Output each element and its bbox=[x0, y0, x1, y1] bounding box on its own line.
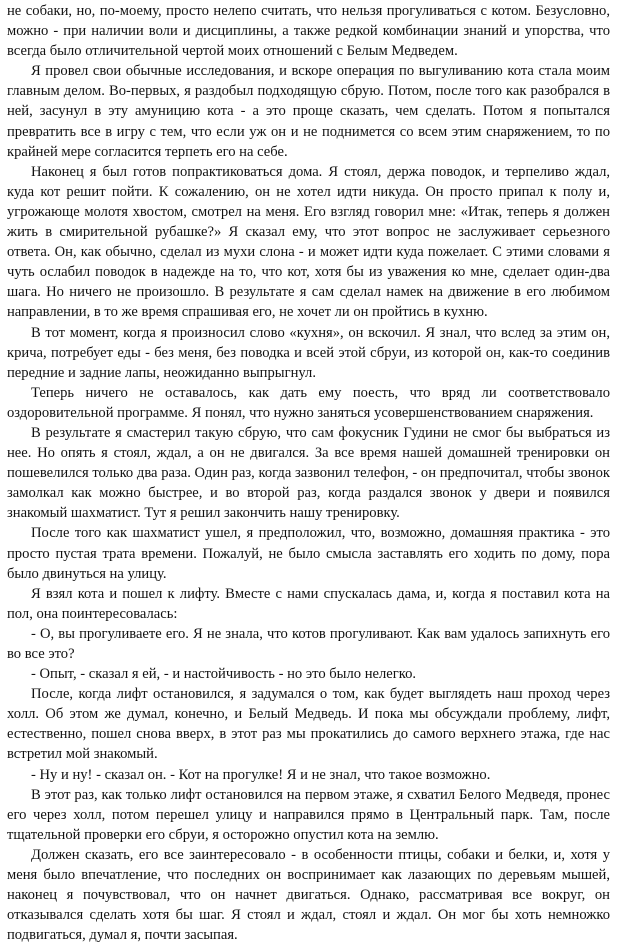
paragraph: В тот момент, когда я произносил слово «кухня», он вскочил. Я знал, что вслед за этим он, крича, потребует еды - без меня, без поводка и всей этой сбруи, из которой он, как-то соединив передние и задние лапы, неожиданно выпрыгнул. bbox=[7, 324, 610, 381]
paragraph: После того как шахматист ушел, я предположил, что, возможно, домашняя практика - это просто пустая трата времени. Пожалуй, не было смысла заставлять его ходить по дому, пора было двинуться на улицу. bbox=[7, 525, 610, 582]
dialogue-line: - О, вы прогуливаете его. Я не знала, что котов прогуливают. Как вам удалось запихнуть его во все это? bbox=[7, 625, 610, 662]
paragraph: В результате я смастерил такую сбрую, что сам фокусник Гудини не смог бы выбраться из нее. Но опять я стоял, ждал, а он не двигался. За все время нашей домашней тренировки он пошевелился только два раза. Один раз, когда зазвонил телефон, - он предпочитал, чтобы звонок замолкал как можно быстрее, и во второй раз, когда раздался звонок у двери и появился знакомый шахматист. Тут я решил закончить нашу тренировку. bbox=[7, 424, 610, 522]
paragraph: В этот раз, как только лифт остановился на первом этаже, я схватил Белого Медведя, пронес его через холл, потом перешел улицу и направился прямо в Центральный парк. Там, после тщательной проверки его сбруи, я осторожно опустил кота на землю. bbox=[7, 786, 610, 843]
dialogue-line: - Опыт, - сказал я ей, - и настойчивость - но это было нелегко. bbox=[31, 666, 417, 683]
dialogue-line: - Ну и ну! - сказал он. - Кот на прогулке! Я и не знал, что такое возможно. bbox=[31, 766, 491, 783]
paragraph-continued: не собаки, но, по-моему, просто нелепо считать, что нельзя прогуливаться с котом. Безусловно, можно - при наличии воли и дисциплины, а также редкой комбинации знаний и упорства, что всегда было отличительной чертой моих отношений с Белым Медведем. bbox=[7, 3, 610, 60]
paragraph: Я провел свои обычные исследования, и вскоре операция по выгуливанию кота стала моим главным делом. Во-первых, я раздобыл подходящую сбрую. Потом, после того как разобрался в ней, засунул в эту амуницию кота - а это проще сказать, чем сделать. Потом я попытался превратить все в игру с тем, что если уж он и не поднимется со всем этим снаряжением, то по крайней мере согласится терпеть его на себе. bbox=[7, 63, 610, 160]
paragraph: Теперь ничего не оставалось, как дать ему поесть, что вряд ли соответствовало оздоровительной программе. Я понял, что нужно заняться усовершенствованием снаряжения. bbox=[7, 384, 610, 421]
paragraph: После, когда лифт остановился, я задумался о том, как будет выглядеть наш проход через холл. Об этом же думал, конечно, и Белый Медведь. И пока мы обсуждали проблему, лифт, естественно, пошел снова вверх, в этот раз мы прокатились до самого верхнего этажа, где нас встретил мой знакомый. bbox=[7, 686, 610, 763]
paragraph: Должен сказать, его все заинтересовало - в особенности птицы, собаки и белки, и, хотя у меня было впечатление, что последних он воспринимает как лазающих по деревьям мышей, наконец я почувствовал, что он начнет двигаться. Однако, рассматривая все вокруг, он отказывался сделать хотя бы шаг. Я стоял и ждал, стоял и ждал. Он мог бы хоть немножко подвигаться, думал я, почти засыпая. bbox=[7, 846, 610, 944]
paragraph: Наконец я был готов попрактиковаться дома. Я стоял, держа поводок, и терпеливо ждал, куда кот решит пойти. К сожалению, он не хотел идти никуда. Он просто припал к полу и, угрожающе молотя хвостом, смотрел на меня. Его взгляд говорил мне: «Итак, теперь я должен жить в смирительной рубашке?» Я сказал ему, что этот вопрос не заслуживает серьезного ответа. Он, как обычно, сделал из мухи слона - и может идти куда пожелает. С этими словами я чуть ослабил поводок в надежде на то, что кот, хотя бы из уважения ко мне, сделает один-два шага. Но ничего не произошло. В результате я сам сделал намек на движение в его любимом направлении, в то же время спрашивая его, не хочет ли он пройтись в кухню. bbox=[7, 163, 610, 321]
paragraph: Я взял кота и пошел к лифту. Вместе с нами спускалась дама, и, когда я поставил кота на пол, она поинтересовалась: bbox=[7, 585, 610, 622]
